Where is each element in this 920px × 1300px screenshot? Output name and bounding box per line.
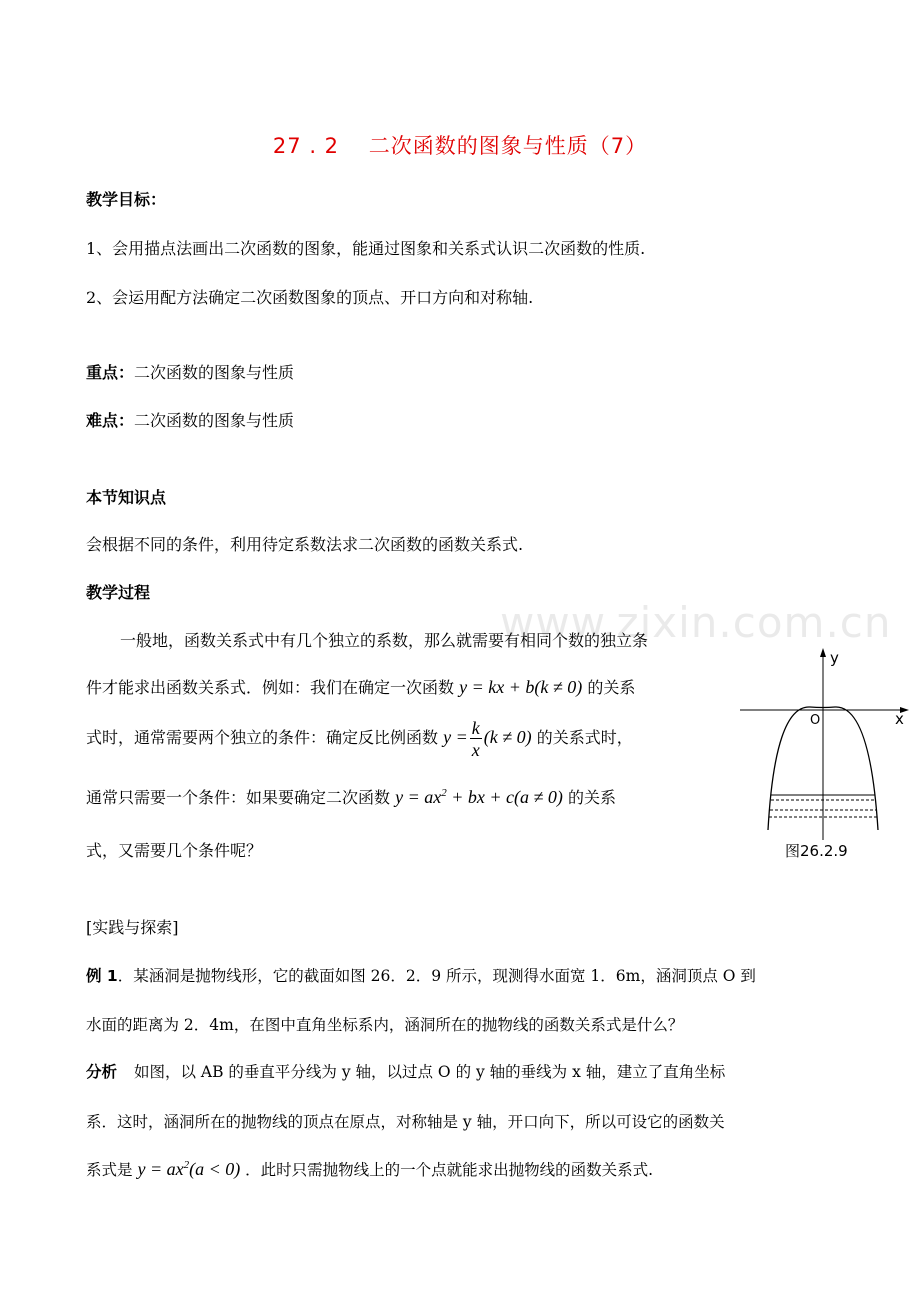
analysis-line-1 [86, 1060, 725, 1082]
y-axis-arrow [820, 648, 826, 657]
y-axis-label: y [830, 649, 839, 667]
figure-caption: 图26.2.9 [785, 842, 848, 860]
quadratic-formula: $y = ax^2$ + bx + c(a ≠ 0) [395, 787, 563, 807]
analysis-text-1: 如图，以 AB 的垂直平分线为 y 轴，以过点 O 的 y 轴的垂线为 x 轴，建立了直角坐标 [133, 1063, 726, 1081]
process-line-3a: 式时，通常需要两个独立的条件：确定反比例函数 [86, 728, 439, 747]
fraction-numerator: k [471, 717, 480, 738]
goal-item-1: 1、会用描点法画出二次函数的图象，能通过图象和关系式认识二次函数的性质. [86, 239, 646, 258]
process-line-4 [86, 785, 616, 808]
key-point [86, 360, 294, 383]
practice-heading: [实践与探索] [86, 918, 179, 937]
process-line-2a: 件才能求出函数关系式．例如：我们在确定一次函数 [86, 678, 455, 697]
inverse-fraction [470, 719, 482, 759]
analysis-text-3a: 系式是 [86, 1161, 133, 1179]
process-line-4b: 的关系 [567, 788, 616, 807]
example-line-1 [86, 964, 756, 986]
inverse-condition: (k ≠ 0) [483, 727, 532, 747]
process-line-2 [86, 675, 635, 698]
fraction-denominator: x [471, 739, 480, 760]
page-title: 27 . 2 二次函数的图象与性质（7） [272, 134, 648, 158]
linear-function-formula: y = kx + b(k ≠ 0) [459, 677, 583, 697]
analysis-line-3 [86, 1158, 653, 1180]
difficulty-label: 难点： [86, 411, 135, 430]
watermark: www.zixin.com.cn [500, 598, 892, 647]
example-text-1: ．某涵洞是抛物线形，它的截面如图 26．2．9 所示，现测得水面宽 1．6m，涵洞顶点 O 到 [117, 967, 756, 985]
knowledge-text: 会根据不同的条件，利用待定系数法求二次函数的函数关系式. [86, 535, 524, 554]
x-axis-label: x [895, 710, 904, 728]
example-label: 例 1 [86, 967, 118, 985]
process-line-4a: 通常只需要一个条件：如果要确定二次函数 [86, 788, 391, 807]
process-line-3b: 的关系式时， [536, 728, 633, 747]
goals-heading: 教学目标： [86, 190, 167, 209]
example-line-2: 水面的距离为 2．4m，在图中直角坐标系内，涵洞所在的抛物线的函数关系式是什么？ [86, 1016, 684, 1034]
process-line-5: 式，又需要几个条件呢？ [86, 841, 263, 860]
key-point-label: 重点： [86, 363, 135, 382]
process-line-3 [86, 715, 633, 760]
key-point-text: 二次函数的图象与性质 [134, 363, 295, 382]
knowledge-heading: 本节知识点 [86, 488, 167, 507]
analysis-text-3b: ．此时只需抛物线上的一个点就能求出抛物线的函数关系式. [245, 1161, 654, 1179]
process-line-2b: 的关系 [587, 678, 636, 697]
difficulty [86, 408, 294, 431]
parabola-formula: $y = ax^2(a < 0)$ [137, 1159, 241, 1179]
analysis-label: 分析 [86, 1063, 118, 1081]
analysis-line-2: 系．这时，涵洞所在的抛物线的顶点在原点，对称轴是 y 轴，开口向下，所以可设它的函数关 [86, 1113, 725, 1131]
culvert-figure [735, 645, 910, 840]
process-line-1: 一般地，函数关系式中有几个独立的系数，那么就需要有相同个数的独立条 [120, 631, 649, 650]
process-heading: 教学过程 [86, 583, 151, 602]
difficulty-text: 二次函数的图象与性质 [134, 411, 295, 430]
origin-label: O [810, 713, 821, 728]
goal-item-2: 2、会运用配方法确定二次函数图象的顶点、开口方向和对称轴. [86, 288, 534, 307]
inverse-function-formula: y = [443, 727, 468, 747]
